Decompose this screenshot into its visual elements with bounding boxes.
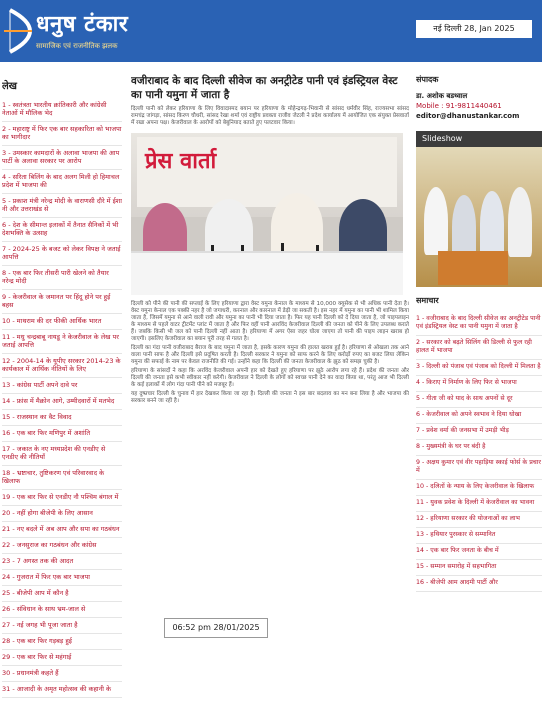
- article-link[interactable]: 20 - नहीं होगा बीजेपी के लिए आसान: [2, 506, 122, 522]
- article-link[interactable]: 6 - देश के सीमान्त इलाकों में तैनात सैनिकों में भी देशभक्ति के उत्साह: [2, 218, 122, 242]
- article-link[interactable]: 17 - जकात के नए मध्यप्रदेश की एनडीए से एनडीए की नीतियाँ: [2, 442, 122, 466]
- news-link[interactable]: 13 - हथियार पुरस्कार से सम्मानित: [416, 528, 542, 544]
- articles-title: लेख: [2, 81, 17, 92]
- news-link[interactable]: 10 - दलितों के न्याय के लिए केजरीवाल के खिलाफ: [416, 480, 542, 496]
- news-link[interactable]: 12 - हरियाणा सरकार की योजनाओं का लाभ: [416, 512, 542, 528]
- news-link[interactable]: 14 - एक बार फिर जनता के बीच में: [416, 544, 542, 560]
- news-link[interactable]: 4 - किराए में निर्माण के लिए फिर से भाजपा: [416, 376, 542, 392]
- article-link[interactable]: 22 - जनसुराज का गठबंधन और कांग्रेस: [2, 538, 122, 554]
- article-link[interactable]: 3 - उमस्कार कामदारों के अलावा भाजपा की आप पार्टी के अलावा सरकार पर आरोप: [2, 146, 122, 170]
- editor-info: [416, 74, 542, 121]
- article-link[interactable]: 14 - फ्रांस में मैक्रोन आगे, उम्मीदवारों में मतभेद: [2, 394, 122, 410]
- article-body-2: दिल्ली का गंदा पानी वजीराबाद बैराज के बाद यमुना में जाता है, इसके कारण यमुना की हालत खराब हुई है। हरियाणा से ओखला तक आने वाला पानी साफ है और दिल्ली इसे प्रदूषित करती है। दिल्ली सरकार ने यमुना को साफ करने के लिए करोड़ों रुपए का बजट लिया लेकिन यमुना की सफाई के नाम पर केवल राजनीति की गई। उन्होंने कहा कि दिल्ली की जनता केजरीवाल के झूठ को समझ चुकी है।: [131, 345, 409, 365]
- article-link[interactable]: 10 - माथराम की दर फीकी आर्थिक भारत: [2, 314, 122, 330]
- news-link[interactable]: 8 - मुख्यमंत्री के घर पर बंदी है: [416, 440, 542, 456]
- article-link[interactable]: 19 - एक बार फिर से एनडीए नौ पश्चिम बंगाल में: [2, 490, 122, 506]
- article-link[interactable]: 26 - संविधान के साथ भ्रम-जाल से: [2, 602, 122, 618]
- site-tagline: सामाजिक एवं राजनीतिक झलक: [36, 42, 118, 50]
- article-link[interactable]: 9 - केजरीवाल के जमानत पर हिंदू होने पर हुई बहस: [2, 290, 122, 314]
- photo-banner-text: प्रेस वार्ता: [145, 148, 217, 174]
- article-link[interactable]: 1 - स्वतंत्रता भारतीय क्रांतिकारी और कांग्रेसी नेताओं में मौलिक भेद: [2, 98, 122, 122]
- editor-name: डा. अशोक बडथ्वाल: [416, 92, 468, 100]
- article-link[interactable]: 24 - गुजरात में फिर एक बार भाजपा: [2, 570, 122, 586]
- slideshow-label: Slideshow: [416, 131, 542, 147]
- right-column: [416, 74, 542, 720]
- article-link[interactable]: 4 - सरिता बिलिंग के बाद अलग मिली हो हिमाचल प्रदेश में भाजपा की: [2, 170, 122, 194]
- article-headline[interactable]: वजीराबाद के बाद दिल्ली सीवेज का अनट्रीटेड पानी एवं इंडस्ट्रियल वेस्ट का पानी यमुना में जाता है: [131, 75, 398, 101]
- article-body-4: यह दुष्प्रचार दिल्ली के चुनाव में हार देखकर किया जा रहा है। दिल्ली की जनता ने इस बार बदलाव का मन बना लिया है और भाजपा की सरकार बनने जा रही है।: [131, 391, 409, 404]
- article-link[interactable]: 21 - नए बदले में अब आप और सपा का गठबंधन: [2, 522, 122, 538]
- article-link[interactable]: 11 - मधु चन्द्रबाबू नायडू ने केजरीवाल के लेख पर जताई आपत्ति: [2, 330, 122, 354]
- article-link[interactable]: 13 - कांग्रेस पार्टी अपने दावे पर: [2, 378, 122, 394]
- article-link[interactable]: 2 - महाराष्ट्र में फिर एक बार सहकारिता को भाजपा का भागीदार: [2, 122, 122, 146]
- article-intro: दिल्ली पानी को लेकर हरियाणा के लिए विवादास्पद बयान पर हरियाणा के मोहेन्द्रगढ़-भिवानी से सांसद धर्मवीर सिंह, राज्यसभा सांसद रामचंद्र जांगड़ा, सांसद किरण चौधरी, सांसद रेखा शर्मा एवं राष्ट्रीय प्रवक्ता राजीव जेटली ने प्रदेश कार्यालय में आयोजित एक संयुक्त प्रेसवार्ता में रखा अपना पक्ष। केजरीवाल के आरोपों को बेबुनियाद बताते हुए पलटवार किया।: [131, 106, 409, 126]
- news-link[interactable]: 5 - गीता जी को याद के साथ अपनों से दूर: [416, 392, 542, 408]
- editor-mobile: Mobile : 91-9811440461: [416, 102, 502, 110]
- article-link[interactable]: 30 - प्रधानमंत्री कहते हैं: [2, 666, 122, 682]
- news-link[interactable]: 11 - युवक प्रवेश के दिल्ली में केजरीवाल का भावना: [416, 496, 542, 512]
- left-column-articles: [2, 78, 122, 720]
- news-link[interactable]: 15 - सम्मान समारोह में सहभागिता: [416, 560, 542, 576]
- article-link[interactable]: 12 - 2004-14 के यूपीए सरकार 2014-23 के कार्यकाल में आर्थिक नीतियों के लिए: [2, 354, 122, 378]
- site-brand[interactable]: धनुष टंकार: [36, 12, 129, 37]
- article-link[interactable]: 15 - राजस्थान का वैट विवाद: [2, 410, 122, 426]
- current-date: नई दिल्ली 28, Jan 2025: [416, 20, 532, 38]
- press-conference-photo: [131, 133, 403, 295]
- article-body: दिल्ली को पीने की पानी की सप्लाई के लिए हरियाणा द्वारा वेस्ट यमुना केनाल के माध्यम से 10,000 क्यूसेक से भी अधिक पानी देता है। वेस्ट यमुना केनाल एक पक्की नहर है जो जगाधरी, करनाल और कारनाल में डेढ़ी जा सकती है। इस नहर में यमुना का पानी भी शामिल किया जाता है, जिसमें यमुना से आने वाली रावी और यमुना का पानी भी दिया जाता है। फिर यह पानी दिल्ली को दे दिया जाता है, जो पाइपलाइन के माध्यम से पहले वाटर ट्रीटमेंट प्लांट में जाता है और फिर वहीं पानी आरविंद केजरीवाल दिल्ली की जनता को पीने के लिए उपलब्ध कराते हैं। जबकि किसी भी जल को पानी दिल्ली नहीं आता है। हरियाणा में अगर ऐसा जहर घोला जाएगा तो पानी की पाइप लाइन खराब हो जाएगी। इसलिए केजरीवाल का बयान पूरी तरह से गलत है।: [131, 301, 409, 342]
- article-link[interactable]: 28 - एक बार फिर गड़बड़ हुई: [2, 634, 122, 650]
- site-header: [0, 0, 542, 62]
- article-link[interactable]: 25 - बीजेपी आप में कौन है: [2, 586, 122, 602]
- editor-heading: संपादक: [416, 75, 439, 84]
- article-link[interactable]: 16 - एक बार फिर मणिपुर में अशांति: [2, 426, 122, 442]
- news-link[interactable]: 9 - अक्षय कुमार एवं वीर पहाड़िया स्काई फोर्स के प्रचार में: [416, 456, 542, 480]
- articles-list: [2, 98, 122, 698]
- news-link[interactable]: 7 - प्रवेश वर्मा की जनसभा में उमड़ी भीड़: [416, 424, 542, 440]
- article-link[interactable]: 29 - एक बार फिर से महंगाई: [2, 650, 122, 666]
- slideshow-image[interactable]: [416, 147, 542, 287]
- news-link[interactable]: 3 - दिल्ली को पंजाब एवं पंजाब को दिल्ली में मिलता है: [416, 360, 542, 376]
- news-heading: समाचार: [416, 296, 439, 305]
- news-link[interactable]: 1 - वजीराबाद के बाद दिल्ली सीवेज का अनट्रीटेड पानी एवं इंडस्ट्रियल वेस्ट का पानी यमुना में जाता है: [416, 312, 542, 336]
- news-link[interactable]: 2 - सरकार को बढ़ते सिलिंग की डिल्ली से फुल रही हालत में भाजपा: [416, 336, 542, 360]
- news-link[interactable]: 16 - बीजेपी आम आदमी पार्टी और: [416, 576, 542, 592]
- article-link[interactable]: 18 - भ्रष्टाचार, तुष्टिकरण एवं परिवारवाद के खिलाफ: [2, 466, 122, 490]
- article-link[interactable]: 27 - नई जगह भी पूजा जाता है: [2, 618, 122, 634]
- article-link[interactable]: 7 - 2024-25 के बजट को लेकर विपक्ष ने जताई आपत्ति: [2, 242, 122, 266]
- article-body-3: हरियाणा के सांसदों ने कहा कि अरविंद केजरीवाल अपनी हार को देखते हुए हरियाणा पर झूठे आरोप लगा रहे हैं। प्रदेश की जनता और दिल्ली की जनता इसे कभी स्वीकार नहीं करेगी। केजरीवाल ने दिल्ली के लोगों को स्वच्छ पानी देने का वादा किया था, परंतु आज भी दिल्ली के कई इलाकों में लोग गंदा पानी पीने को मजबूर हैं।: [131, 368, 409, 388]
- article-link[interactable]: 23 - 7 अगस्त तक की आदत: [2, 554, 122, 570]
- editor-email[interactable]: editor@dhanustankar.com: [416, 112, 520, 120]
- article-link[interactable]: 8 - एक बार फिर तीसरी पारी खेलने को तैयार नरेन्द्र मोदी: [2, 266, 122, 290]
- article-link[interactable]: 5 - प्रकाश मंत्री नरेन्द्र मोदी के वाराणसी दौरे में ईशा नी और उत्तराखंड से: [2, 194, 122, 218]
- publish-timestamp: 06:52 pm 28/01/2025: [164, 618, 268, 638]
- news-link[interactable]: 6 - केजरीवाल को अपने स्वभाव ने दिया धोखा: [416, 408, 542, 424]
- news-list: [416, 312, 542, 592]
- article-link[interactable]: 31 - आजादी के अमृत महोत्सव की कहानी के: [2, 682, 122, 698]
